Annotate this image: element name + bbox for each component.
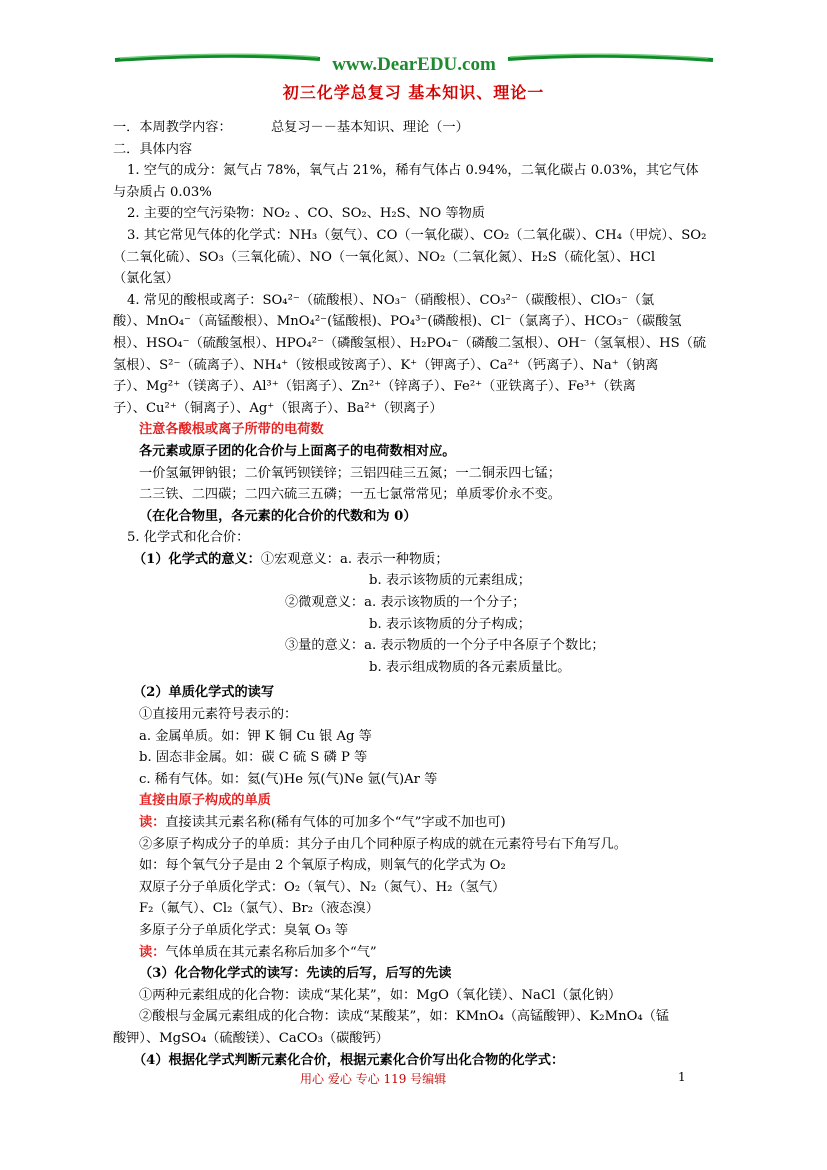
reading-r4: c. 稀有气体。如：氦(气)He 氖(气)Ne 氩(气)Ar 等 <box>139 771 438 787</box>
item3-line1: 3. 其它常见气体的化学式：NH₃（氨气）、CO（一氧化碳）、CO₂（二氧化碳）、CH₄（甲烷）、SO₂ <box>127 227 707 243</box>
read-label: 读： <box>139 815 166 830</box>
item1-line2: 与杂质占 0.03% <box>113 184 212 200</box>
header-decoration <box>0 0 827 80</box>
item4-line2: 酸）、MnO₄⁻（高锰酸根）、MnO₄²⁻(锰酸根)、PO₄³⁻(磷酸根)、Cl⁻（氯离子）、HCO₃⁻（碳酸氢 <box>113 314 682 330</box>
compound-heading: （3）化合物化学式的读写：先读的后写，后写的先读 <box>139 966 452 982</box>
item4-line5: 子）、Mg²⁺（镁离子）、Al³⁺（铝离子）、Zn²⁺（锌离子）、Fe²⁺（亚铁离子）、Fe³⁺（铁离 <box>113 379 636 395</box>
section1-value: 总复习－－基本知识、理论（一） <box>271 120 469 135</box>
reading-r2: a. 金属单质。如：钾 K 铜 Cu 银 Ag 等 <box>139 728 372 744</box>
meaning-m1: ①宏观意义：a. 表示一种物质； <box>260 551 449 567</box>
meaning-m3: ③量的意义：a. 表示物质的一个分子中各原子个数比； <box>285 638 605 654</box>
reading-r11: 气体单质在其元素名称后加多个“气” <box>165 944 377 960</box>
reading-r3: b. 固态非金属。如：碳 C 硫 S 磷 P 等 <box>139 750 368 766</box>
item4-line6: 子）、Cu²⁺（铜离子）、Ag⁺（银离子）、Ba²⁺（钡离子） <box>113 400 443 416</box>
reading-r1: ①直接用元素符号表示的： <box>139 707 298 723</box>
document-body <box>113 117 721 1071</box>
item2: 2. 主要的空气污染物：NO₂ 、CO、SO₂、H₂S、NO 等物质 <box>127 206 485 222</box>
item3-line2: （二氧化硫）、SO₃（三氧化硫）、NO（一氧化氮）、NO₂（二氧化氮）、H₂S（硫化氢）、HCl <box>113 249 656 265</box>
valence-line2: 一价氢氟钾钠银；二价氧钙钡镁锌；三铝四硅三五氮；一二铜汞四七锰； <box>139 465 561 481</box>
reading-r9: F₂（氟气）、Cl₂（氯气）、Br₂（液态溴） <box>139 901 379 917</box>
compound-c2-line2: 酸钾）、MgSO₄（硫酸镁）、CaCO₃（碳酸钙） <box>113 1030 389 1046</box>
page-number: 1 <box>678 1070 686 1084</box>
site-url: www.DearEDU.com <box>332 54 496 75</box>
page-title: 初三化学总复习 基本知识、理论一 <box>282 83 545 102</box>
item3-line3: （氯化氢） <box>113 271 179 287</box>
page-header <box>0 0 827 80</box>
reading-r7: 如：每个氧气分子是由 2 个氧原子构成，则氧气的化学式为 O₂ <box>139 858 506 874</box>
meaning-m3b: b. 表示组成物质的各元素质量比。 <box>369 659 571 675</box>
reading-r6: ②多原子构成分子的单质：其分子由几个同种原子构成的就在元素符号右下角写几。 <box>139 836 627 852</box>
compound-c4: （4）根据化学式判断元素化合价，根据元素化合价写出化合物的化学式： <box>133 1052 565 1068</box>
reading-r8: 双原子分子单质化学式：O₂（氧气）、N₂（氮气）、H₂（氢气） <box>139 879 506 895</box>
meaning-m2b: b. 表示该物质的分子构成； <box>369 616 531 632</box>
meaning-m2: ②微观意义：a. 表示该物质的一个分子； <box>285 595 526 611</box>
item4-line3: 根）、HSO₄⁻（硫酸氢根）、HPO₄²⁻（磷酸氢根）、H₂PO₄⁻（磷酸二氢根）、OH⁻（氢氧根）、HS（硫 <box>113 335 707 351</box>
reading-red-note: 直接由原子构成的单质 <box>139 793 271 809</box>
reading-heading: （2）单质化学式的读写 <box>133 685 275 701</box>
item1-line1: 1. 空气的成分：氮气占 78%，氧气占 21%，稀有气体占 0.94%，二氧化碳占 0.03%，其它气体 <box>127 163 699 179</box>
reading-r5: 直接读其元素名称(稀有气体的可加多个“气”字或不加也可) <box>165 815 506 830</box>
section2-label: 二．具体内容 <box>113 141 193 157</box>
valence-line3: 二三铁、二四碳；二四六硫三五磷；一五七氯常常见；单质零价永不变。 <box>139 487 561 503</box>
item4-line1: 4. 常见的酸根或离子：SO₄²⁻（硫酸根）、NO₃⁻（硝酸根）、CO₃²⁻（碳酸根）、ClO₃⁻（氯 <box>127 292 655 308</box>
meaning-m1b: b. 表示该物质的元素组成； <box>369 573 531 589</box>
read2-label: 读： <box>139 944 166 960</box>
item5: 5. 化学式和化合价： <box>127 530 250 546</box>
compound-c2-line1: ②酸根与金属元素组成的化合物：读成“某酸某”，如：KMnO₄（高锰酸钾）、K₂MnO₄（锰 <box>139 1009 670 1025</box>
valence-line4: （在化合物里，各元素的化合价的代数和为 0） <box>139 508 417 524</box>
reading-r10: 多原子分子单质化学式：臭氧 O₃ 等 <box>139 922 349 938</box>
valence-line1: 各元素或原子团的化合价与上面离子的电荷数相对应。 <box>139 443 456 459</box>
section1-label: 一．本周教学内容： <box>113 120 232 135</box>
meaning-heading: （1）化学式的意义： <box>133 551 261 567</box>
footer-text: 用心 爱心 专心 119 号编辑 <box>300 1072 447 1086</box>
compound-c1: ①两种元素组成的化合物：读成“某化某”，如：MgO（氧化镁）、NaCl（氯化钠） <box>139 987 622 1003</box>
note-charges: 注意各酸根或离子所带的电荷数 <box>139 422 324 438</box>
item4-line4: 氢根）、S²⁻（硫离子）、NH₄⁺（铵根或铵离子）、K⁺（钾离子）、Ca²⁺（钙离子）、Na⁺（钠离 <box>113 357 659 373</box>
page-footer <box>0 1070 827 1090</box>
